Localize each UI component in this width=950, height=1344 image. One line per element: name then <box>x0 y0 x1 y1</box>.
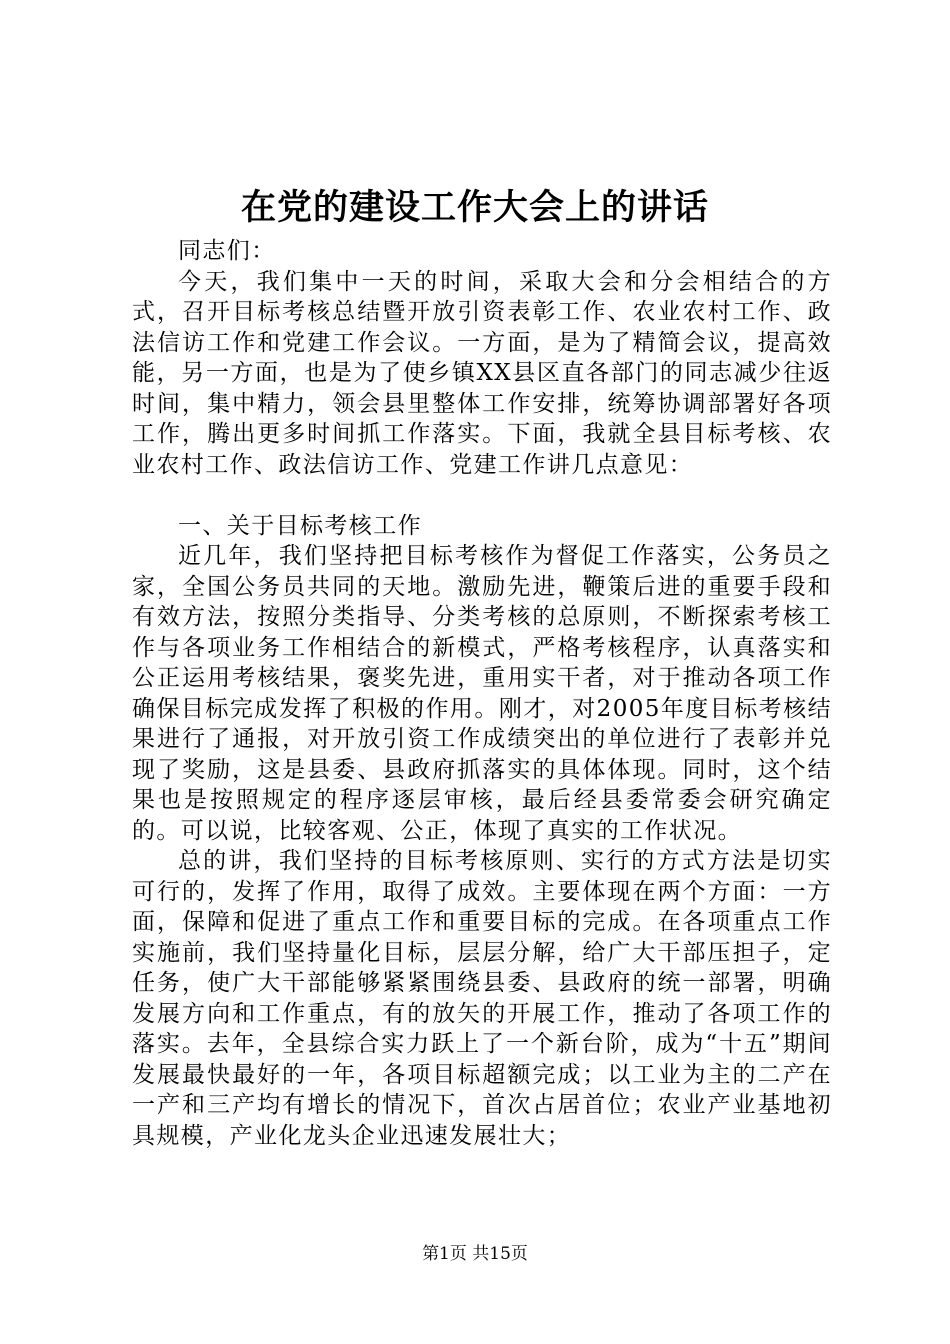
salutation: 同志们： <box>178 238 276 264</box>
section-paragraph: 近几年，我们坚持把目标考核作为督促工作落实，公务员之家，全国公务员共同的天地。激励先进，鞭策后进的重要手段和有效方法，按照分类指导、分类考核的总原则，不断探索考核工作与各项业务工作相结合的新模式，严格考核程序，认真落实和公正运用考核结果，褒奖先进，重用实干者，对于推动各项工作确保目标完成发挥了积极的作用。刚才，对2005年度目标考核结果进行了通报，对开放引资工作成绩突出的单位进行了表彰并兑现了奖励，这是县委、县政府抓落实的具体体现。同时，这个结果也是按照规定的程序逐层审核，最后经县委常委会研究确定的。可以说，比较客观、公正，体现了真实的工作状况。 <box>132 543 832 844</box>
page-footer: 第1页 共15页 <box>422 1244 528 1264</box>
intro-paragraph: 今天，我们集中一天的时间，采取大会和分会相结合的方式，召开目标考核总结暨开放引资表彰工作、农业农村工作、政法信访工作和党建工作会议。一方面，是为了精简会议，提高效能，另一方面，也是为了使乡镇XX县区直各部门的同志减少往返时间，集中精力，领会县里整体工作安排，统筹协调部署好各项工作，腾出更多时间抓工作落实。下面，我就全县目标考核、农业农村工作、政法信访工作、党建工作讲几点意见： <box>132 268 832 478</box>
document-body <box>132 236 832 1151</box>
section-heading: 一、关于目标考核工作 <box>178 512 422 539</box>
section-paragraph: 总的讲，我们坚持的目标考核原则、实行的方式方法是切实可行的，发挥了作用，取得了成效。主要体现在两个方面：一方面，保障和促进了重点工作和重要目标的完成。在各项重点工作实施前，我们坚持量化目标，层层分解，给广大干部压担子，定任务，使广大干部能够紧紧围绕县委、县政府的统一部署，明确发展方向和工作重点，有的放矢的开展工作，推动了各项工作的落实。去年，全县综合实力跃上了一个新台阶，成为“十五”期间发展最快最好的一年，各项目标超额完成；以工业为主的二产在一产和三产均有增长的情况下，首次占居首位；农业产业基地初具规模，产业化龙头企业迅速发展壮大； <box>132 848 832 1149</box>
document-title: 在党的建设工作大会上的讲话 <box>240 187 709 228</box>
